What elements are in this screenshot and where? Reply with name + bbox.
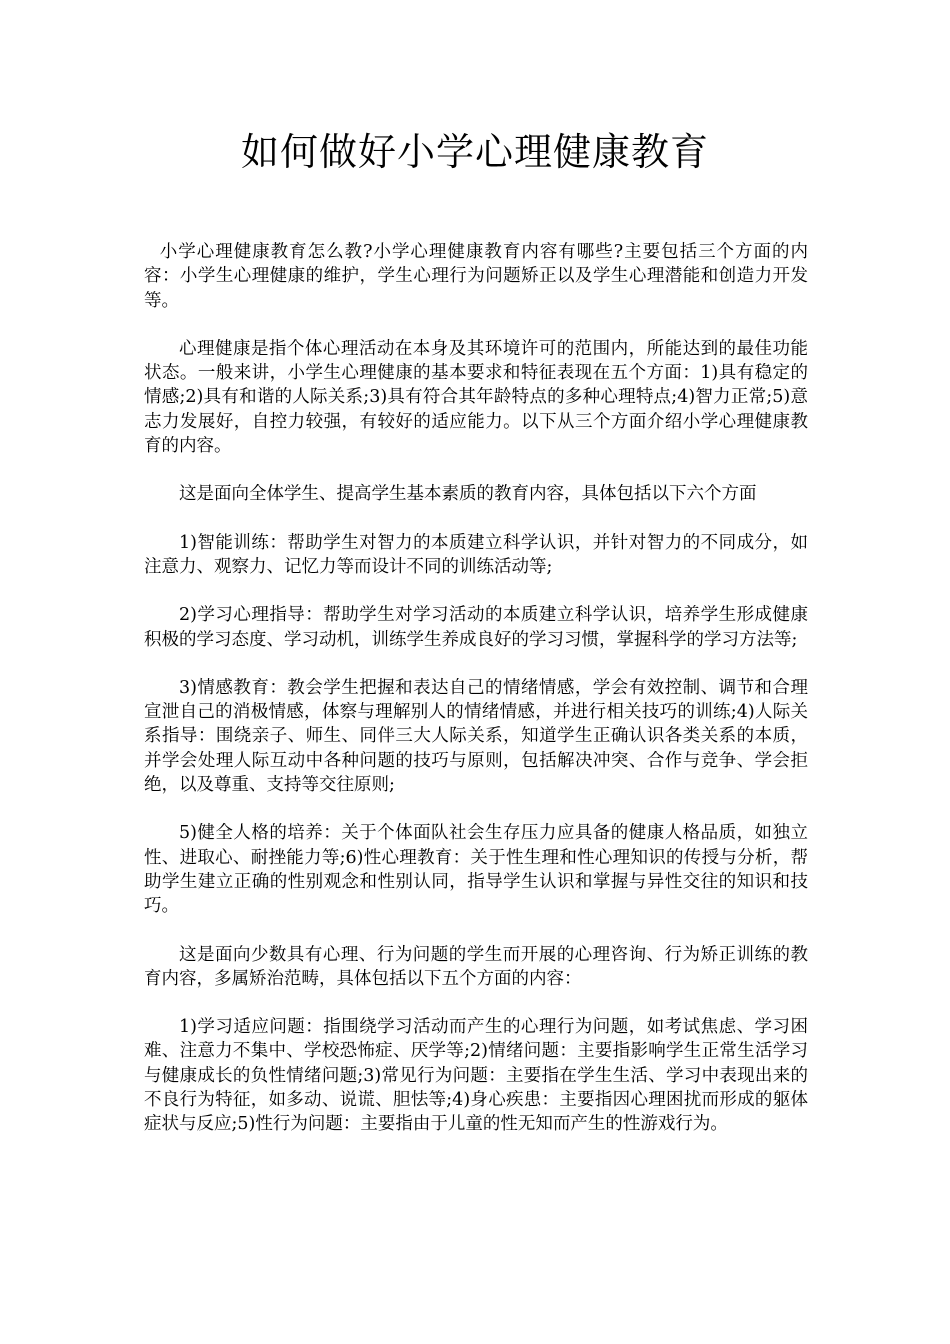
document-title: 如何做好小学心理健康教育: [240, 130, 709, 174]
paragraph-definition: 心理健康是指个体心理活动在本身及其环境许可的范围内，所能达到的最佳功能状态。一般来讲，小学生心理健康的基本要求和特征表现在五个方面：1)具有稳定的情感;2)具有和谐的人际关系;3)具有符合其年龄特点的多种心理特点;4)智力正常;5)意志力发展好，自控力较强，有较好的适应能力。以下从三个方面介绍小学心理健康教育的内容。: [144, 338, 808, 457]
paragraph-intelligence-training: 1)智能训练：帮助学生对智力的本质建立科学认识，并针对智力的不同成分，如注意力、观察力、记忆力等而设计不同的训练活动等;: [144, 532, 808, 577]
paragraph-intro: 小学心理健康教育怎么教?小学心理健康教育内容有哪些?主要包括三个方面的内容：小学生心理健康的维护，学生心理行为问题矫正以及学生心理潜能和创造力开发等。: [144, 242, 808, 311]
paragraph-learning-guidance: 2)学习心理指导：帮助学生对学习活动的本质建立科学认识，培养学生形成健康积极的学习态度、学习动机，训练学生养成良好的学习习惯，掌握科学的学习方法等;: [144, 605, 808, 650]
paragraph-six-aspects-intro: 这是面向全体学生、提高学生基本素质的教育内容，具体包括以下六个方面: [179, 484, 757, 505]
paragraph-five-aspects-intro: 这是面向少数具有心理、行为问题的学生而开展的心理咨询、行为矫正训练的教育内容，多属矫治范畴，具体包括以下五个方面的内容：: [144, 944, 808, 989]
paragraph-personality: 5)健全人格的培养：关于个体面队社会生存压力应具备的健康人格品质，如独立性、进取心、耐挫能力等;6)性心理教育：关于性生理和性心理知识的传授与分析，帮助学生建立正确的性别观念和性别认同，指导学生认识和掌握与异性交往的知识和技巧。: [144, 823, 808, 917]
document-body: [144, 240, 808, 1161]
paragraph-emotion-education: 3)情感教育：教会学生把握和表达自己的情绪情感，学会有效控制、调节和合理宣泄自己的消极情感，体察与理解别人的情绪情感，并进行相关技巧的训练;4)人际关系指导：围绕亲子、师生、同伴三大人际关系，知道学生正确认识各类关系的本质，并学会处理人际互动中各种问题的技巧与原则，包括解决冲突、合作与竞争、学会拒绝，以及尊重、支持等交往原则;: [144, 677, 808, 796]
paragraph-problems: 1)学习适应问题：指围绕学习活动而产生的心理行为问题，如考试焦虑、学习困难、注意力不集中、学校恐怖症、厌学等;2)情绪问题：主要指影响学生正常生活学习与健康成长的负性情绪问题;3)常见行为问题：主要指在学生生活、学习中表现出来的不良行为特征，如多动、说谎、胆怯等;4)身心疾患：主要指因心理困扰而形成的躯体症状与反应;5)性行为问题：主要指由于儿童的性无知而产生的性游戏行为。: [144, 1017, 808, 1135]
